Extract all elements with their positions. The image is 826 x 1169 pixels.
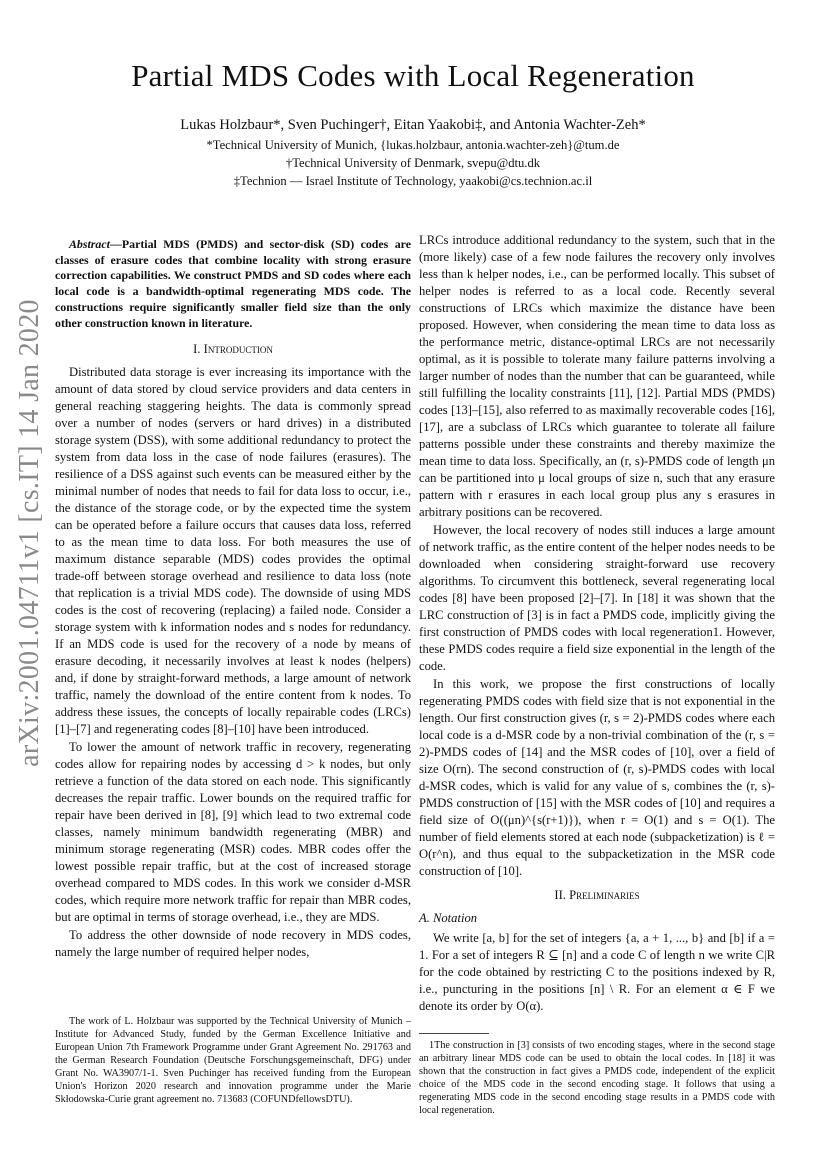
- author-list: Lukas Holzbaur*, Sven Puchinger†, Eitan Yaakobi‡, and Antonia Wachter-Zeh*: [180, 117, 646, 133]
- intro-paragraph-4: LRCs introduce additional redundancy to the system, such that in the (more likely) case of a few node failures the recovery only involves less than k helper nodes, i.e., can be performed locally. This subset of helper nodes is referred to as a local code. Recently several constructions of LRCs which maximize the distance have been proposed. However, when considering the mean time to data loss as the performance metric, distance-optimal LRCs are not necessarily optimal, as it is possible to tolerate many failure patterns involving a larger number of nodes than the number that can be guaranteed, while still fulfilling the locality constraints [11], [12]. Partial MDS (PMDS) codes [13]–[15], also referred to as maximally recoverable codes [16], [17], are a subclass of LRCs which guarantee to tolerate all failure patterns possible under these constraints and thereby maximize the mean time to data loss. Specifically, an (r, s)-PMDS code of length μn can be partitioned into μ local groups of size n, such that any erasure pattern with r erasures in each local group plus any s erasures in arbitrary positions can be recovered.: [419, 233, 775, 519]
- abstract-text: —Partial MDS (PMDS) and sector-disk (SD) codes are classes of erasure codes that combine locality with strong erasure correction capabilities. We construct PMDS and SD codes where each local code is a bandwidth-optimal regenerating MDS code. The constructions require significantly smaller field size than the only other construction known in literature.: [55, 237, 411, 330]
- intro-paragraph-5: However, the local recovery of nodes still induces a large amount of network traffic, as the entire content of the helper nodes needs to be downloaded when considering straight-forward use recovery algorithms. To circumvent this bottleneck, several regenerating local codes [8] have been proposed [2]–[7]. In [18] it was shown that the LRC construction of [3] is in fact a PMDS code, implicitly giving the first construction of PMDS codes with local regeneration1. However, these PMDS codes require a field size exponential in the length of the code.: [419, 523, 775, 673]
- paper-title: Partial MDS Codes with Local Regeneration: [131, 58, 695, 93]
- abstract: [55, 237, 411, 331]
- subsection-heading-notation: A. Notation: [419, 911, 478, 925]
- arxiv-identifier-stamp: arXiv:2001.04711v1 [cs.IT] 14 Jan 2020: [14, 299, 45, 767]
- affiliation-tum: *Technical University of Munich, {lukas.holzbaur, antonia.wachter-zeh}@tum.de: [206, 138, 620, 152]
- section-heading-introduction: I. Introduction: [193, 342, 273, 357]
- left-column: [55, 232, 411, 962]
- affiliation-dtu: †Technical University of Denmark, svepu@dtu.dk: [285, 156, 541, 170]
- intro-paragraph-1: Distributed data storage is ever increasing its importance with the amount of data stored by cloud service providers and data centers in general reaching staggering heights. The data is commonly spread over a number of nodes (servers or hard drives) in a distributed storage system (DSS), with some additional redundancy to protect the system from data loss in the case of node failures (erasures). The resilience of a DSS against such events can be measured either by the minimal number of nodes that needs to fail for data loss to occur, i.e., the distance of the storage code, or by the expected time the system can be operated before a failure occurs that causes data loss, referred to as the mean time to data loss. For both measures the use of maximum distance separable (MDS) codes provides the optimal trade-off between storage overhead and resilience to data loss (note that replication is a trivial MDS code). The downside of using MDS codes is the cost of recovering (replacing) a failed node. Consider a storage system with k information nodes and s nodes for redundancy. If an MDS code is used for the recovery of a node by means of erasure decoding, it necessarily involves at least k nodes (helpers) and, if done by straight-forward methods, a large amount of network traffic, namely the download of the entire content from k nodes. To address these issues, the concepts of locally repairable codes (LRCs) [1]–[7] and regenerating codes [8]–[10] have been introduced.: [55, 365, 411, 737]
- abstract-label: Abstract: [69, 237, 110, 251]
- footnote-1: 1The construction in [3] consists of two encoding stages, where in the second stage an arbitrary linear MDS code can be used to obtain the local codes. In [18] it was shown that the construction in fact gives a PMDS code, independent of the explicit choice of the MDS code in the second encoding stage. It follows that using a regenerating MDS code in the second encoding stage results in a PMDS code with local regeneration.: [419, 1040, 775, 1116]
- footnote-divider: [419, 1033, 489, 1034]
- intro-paragraph-3: To address the other downside of node recovery in MDS codes, namely the large number of required helper nodes,: [55, 928, 411, 960]
- intro-paragraph-2: To lower the amount of network traffic in recovery, regenerating codes allow for repairing nodes by accessing d > k nodes, but only retrieve a function of the data stored on each node. This significantly decreases the repair traffic. Lower bounds on the required traffic for repair have been derived in [8], [9] which lead to two extremal code classes, namely minimum bandwidth regenerating (MBR) and minimum storage regenerating (MSR) codes. MBR codes offer the lowest possible repair traffic, but at the cost of increased storage overhead compared to MDS codes. In this work we consider d-MSR codes, which require more network traffic for repair than MBR codes, but are optimal in terms of storage overhead, i.e., they are MDS.: [55, 740, 411, 925]
- intro-paragraph-6: In this work, we propose the first constructions of locally regenerating PMDS codes with field size that is not exponential in the length. Our first construction gives (r, s = 2)-PMDS codes where each local code is a d-MSR code by a non-trivial combination of the (r, s = 2)-PMDS codes of [14] and the MSR codes of [10], over a field of size O(rn). The second construction of (r, s)-PMDS codes with local d-MSR codes, which is valid for any value of s, combines the (r, s)-PMDS construction of [15] with the MSR codes of [10] and requires a field size of O((μn)^{s(r+1)}), when r = O(1) and s = O(1). The number of field elements stored at each node (subpacketization) is ℓ = O(r^n), and thus equal to the subpacketization in the MSR code construction of [10].: [419, 677, 775, 878]
- funding-footnote: The work of L. Holzbaur was supported by the Technical University of Munich – Institute for Advanced Study, funded by the German Excellence Initiative and European Union 7th Framework Programme under Grant Agreement No. 291763 and the German Research Foundation (Deutsche Forschungsgemeinschaft, DFG) under Grant No. WA3907/1-1. Sven Puchinger has received funding from the European Union's Horizon 2020 research and innovation programme under the Marie Skłodowska-Curie grant agreement no. 713683 (COFUNDfellowsDTU).: [55, 1016, 411, 1105]
- notation-paragraph: We write [a, b] for the set of integers {a, a + 1, ..., b} and [b] if a = 1. For a set of integers R ⊆ [n] and a code C of length n we write C|R for the code obtained by restricting C to the positions indexed by R, i.e., puncturing in the positions [n] \ R. For an element α ∈ F we denote its order by O(α).: [419, 931, 775, 1013]
- right-column: [419, 232, 775, 1016]
- affiliation-technion: ‡Technion — Israel Institute of Technology, yaakobi@cs.technion.ac.il: [233, 174, 593, 188]
- section-heading-preliminaries: II. Preliminaries: [554, 888, 640, 902]
